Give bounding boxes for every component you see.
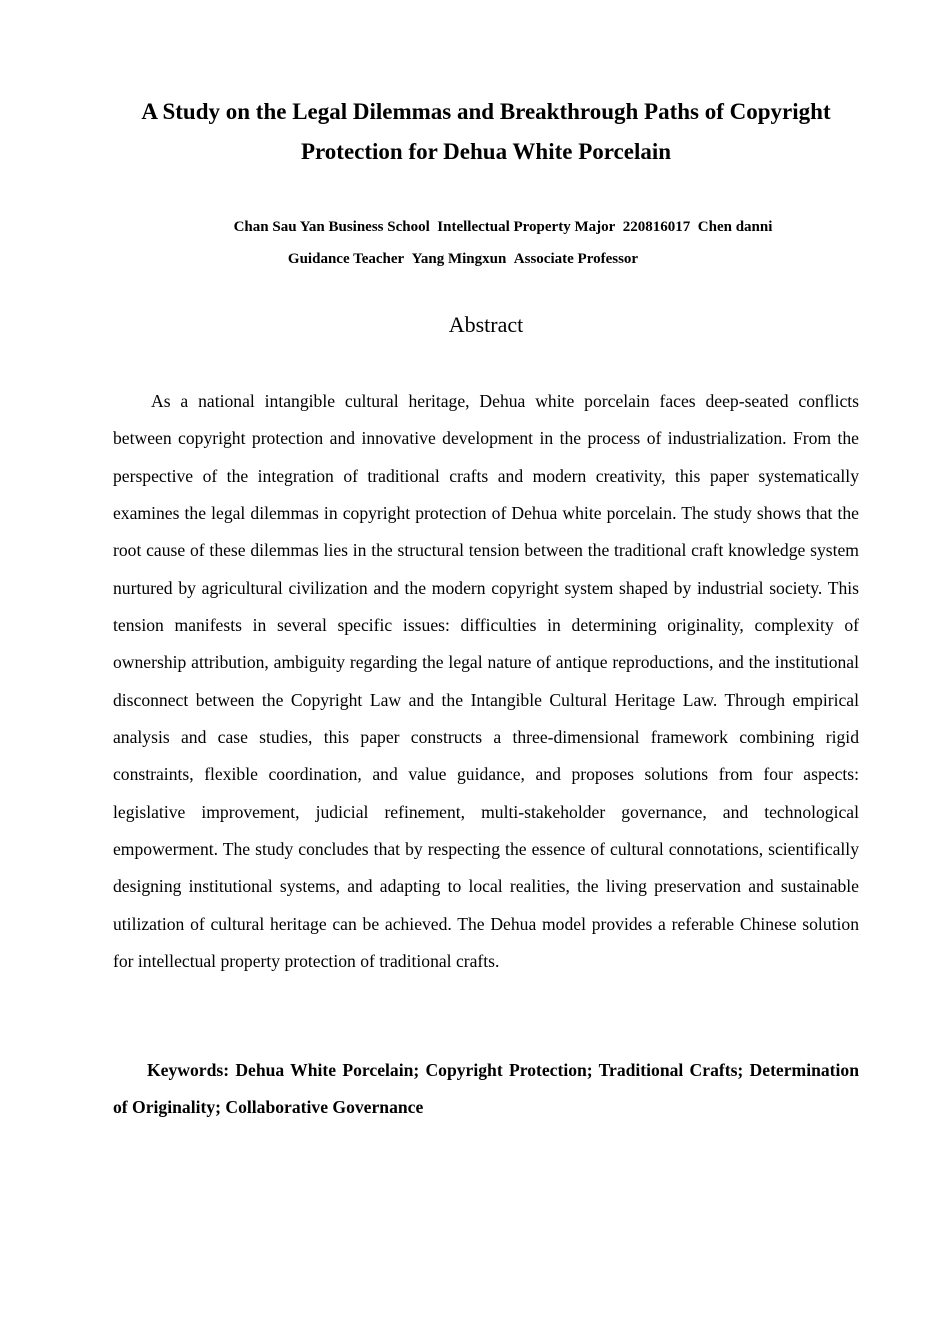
author-line: Chan Sau Yan Business School Intellectual Property Major 220816017 Chen danni <box>233 219 773 235</box>
paper-title <box>100 92 872 172</box>
abstract-heading: Abstract <box>448 312 524 337</box>
advisor-line: Guidance Teacher Yang Mingxun Associate Professor <box>287 251 639 267</box>
author-block <box>100 211 906 275</box>
title-line-1: A Study on the Legal Dilemmas and Breakthrough Paths of Copyright <box>141 99 831 124</box>
title-line-2: Protection for Dehua White Porcelain <box>300 139 672 164</box>
keywords-line: Keywords: Dehua White Porcelain; Copyright Protection; Traditional Crafts; Determination of Originality; Collaborative Governance <box>113 1060 859 1118</box>
abstract-body: As a national intangible cultural heritage, Dehua white porcelain faces deep-seated conflicts between copyright protection and innovative development in the process of industrialization. From the perspective of the integration of traditional crafts and modern creativity, this paper systematically examines the legal dilemmas in copyright protection of Dehua white porcelain. The study shows that the root cause of these dilemmas lies in the structural tension between the traditional craft knowledge system nurtured by agricultural civilization and the modern copyright system shaped by industrial society. This tension manifests in several specific issues: difficulties in determining originality, complexity of ownership attribution, ambiguity regarding the legal nature of antique reproductions, and the institutional disconnect between the Copyright Law and the Intangible Cultural Heritage Law. Through empirical analysis and case studies, this paper constructs a three-dimensional framework combining rigid constraints, flexible coordination, and value guidance, and proposes solutions from four aspects: legislative improvement, judicial refinement, multi-stakeholder governance, and technological empowerment. The study concludes that by respecting the essence of cultural connotations, scientifically designing institutional systems, and adapting to local realities, the living preservation and sustainable utilization of cultural heritage can be achieved. The Dehua model provides a referable Chinese solution for intellectual property protection of traditional crafts. <box>113 391 859 972</box>
